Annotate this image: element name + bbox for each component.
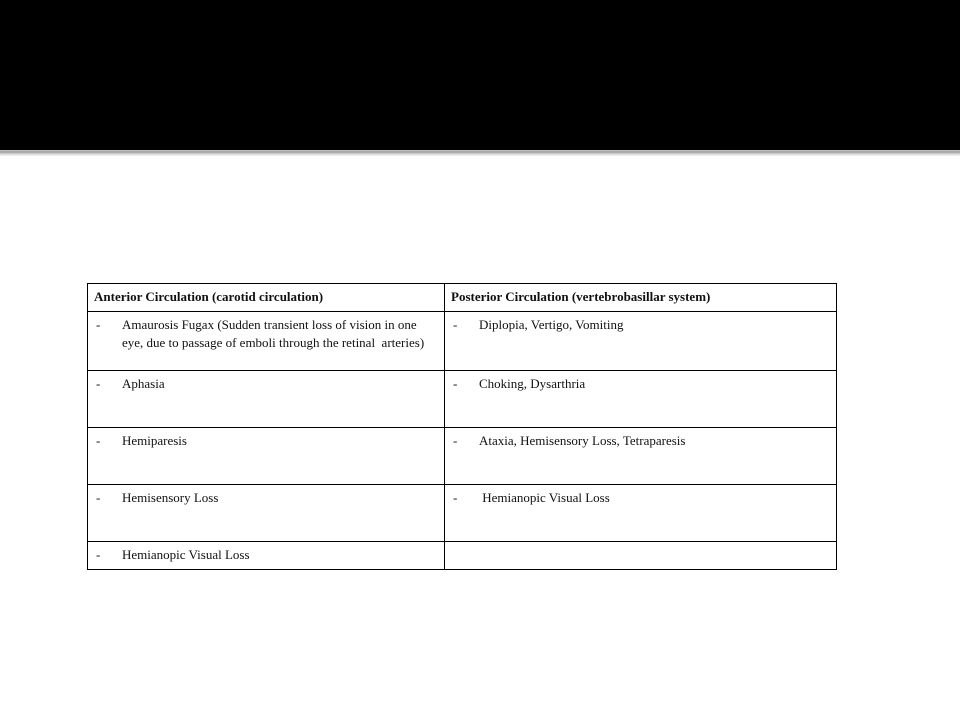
symptom-text: Amaurosis Fugax (Sudden transient loss of vision in one eye, due to passage of emboli through the retinal arteries) <box>122 317 425 350</box>
table-cell-anterior <box>88 428 445 485</box>
table-cell-anterior <box>88 485 445 542</box>
bullet-dash: - <box>453 433 458 448</box>
bullet-dash: - <box>96 490 101 505</box>
table-cell-posterior <box>445 428 837 485</box>
symptom-text: Hemiparesis <box>122 433 187 448</box>
table-cell-anterior <box>88 371 445 428</box>
symptom-text: Hemisensory Loss <box>122 490 219 505</box>
table-cell-posterior-empty <box>445 542 837 570</box>
header-posterior-circulation: Posterior Circulation (vertebrobasillar system) <box>445 284 837 312</box>
bullet-dash: - <box>453 376 458 391</box>
table-row <box>88 542 837 570</box>
table-cell-posterior <box>445 312 837 371</box>
symptom-text: Hemianopic Visual Loss <box>122 547 250 562</box>
bullet-dash: - <box>96 433 101 448</box>
table-cell-anterior <box>88 542 445 570</box>
symptom-text: Ataxia, Hemisensory Loss, Tetraparesis <box>479 433 686 448</box>
symptom-text: Aphasia <box>122 376 165 391</box>
circulation-comparison-table <box>87 283 837 570</box>
symptom-text: Diplopia, Vertigo, Vomiting <box>479 317 624 332</box>
table-cell-posterior <box>445 371 837 428</box>
table-row <box>88 428 837 485</box>
bullet-dash: - <box>96 376 101 391</box>
table-cell-posterior <box>445 485 837 542</box>
title-bar <box>0 0 960 150</box>
bullet-dash: - <box>453 490 458 505</box>
table-cell-anterior <box>88 312 445 371</box>
table-row <box>88 312 837 371</box>
table-row <box>88 371 837 428</box>
header-anterior-circulation: Anterior Circulation (carotid circulation) <box>88 284 445 312</box>
symptom-text: Hemianopic Visual Loss <box>479 490 610 505</box>
table-row <box>88 485 837 542</box>
bullet-dash: - <box>453 317 458 332</box>
title-divider <box>0 150 960 156</box>
bullet-dash: - <box>96 547 101 562</box>
symptom-text: Choking, Dysarthria <box>479 376 586 391</box>
bullet-dash: - <box>96 317 101 332</box>
table-header-row <box>88 284 837 312</box>
